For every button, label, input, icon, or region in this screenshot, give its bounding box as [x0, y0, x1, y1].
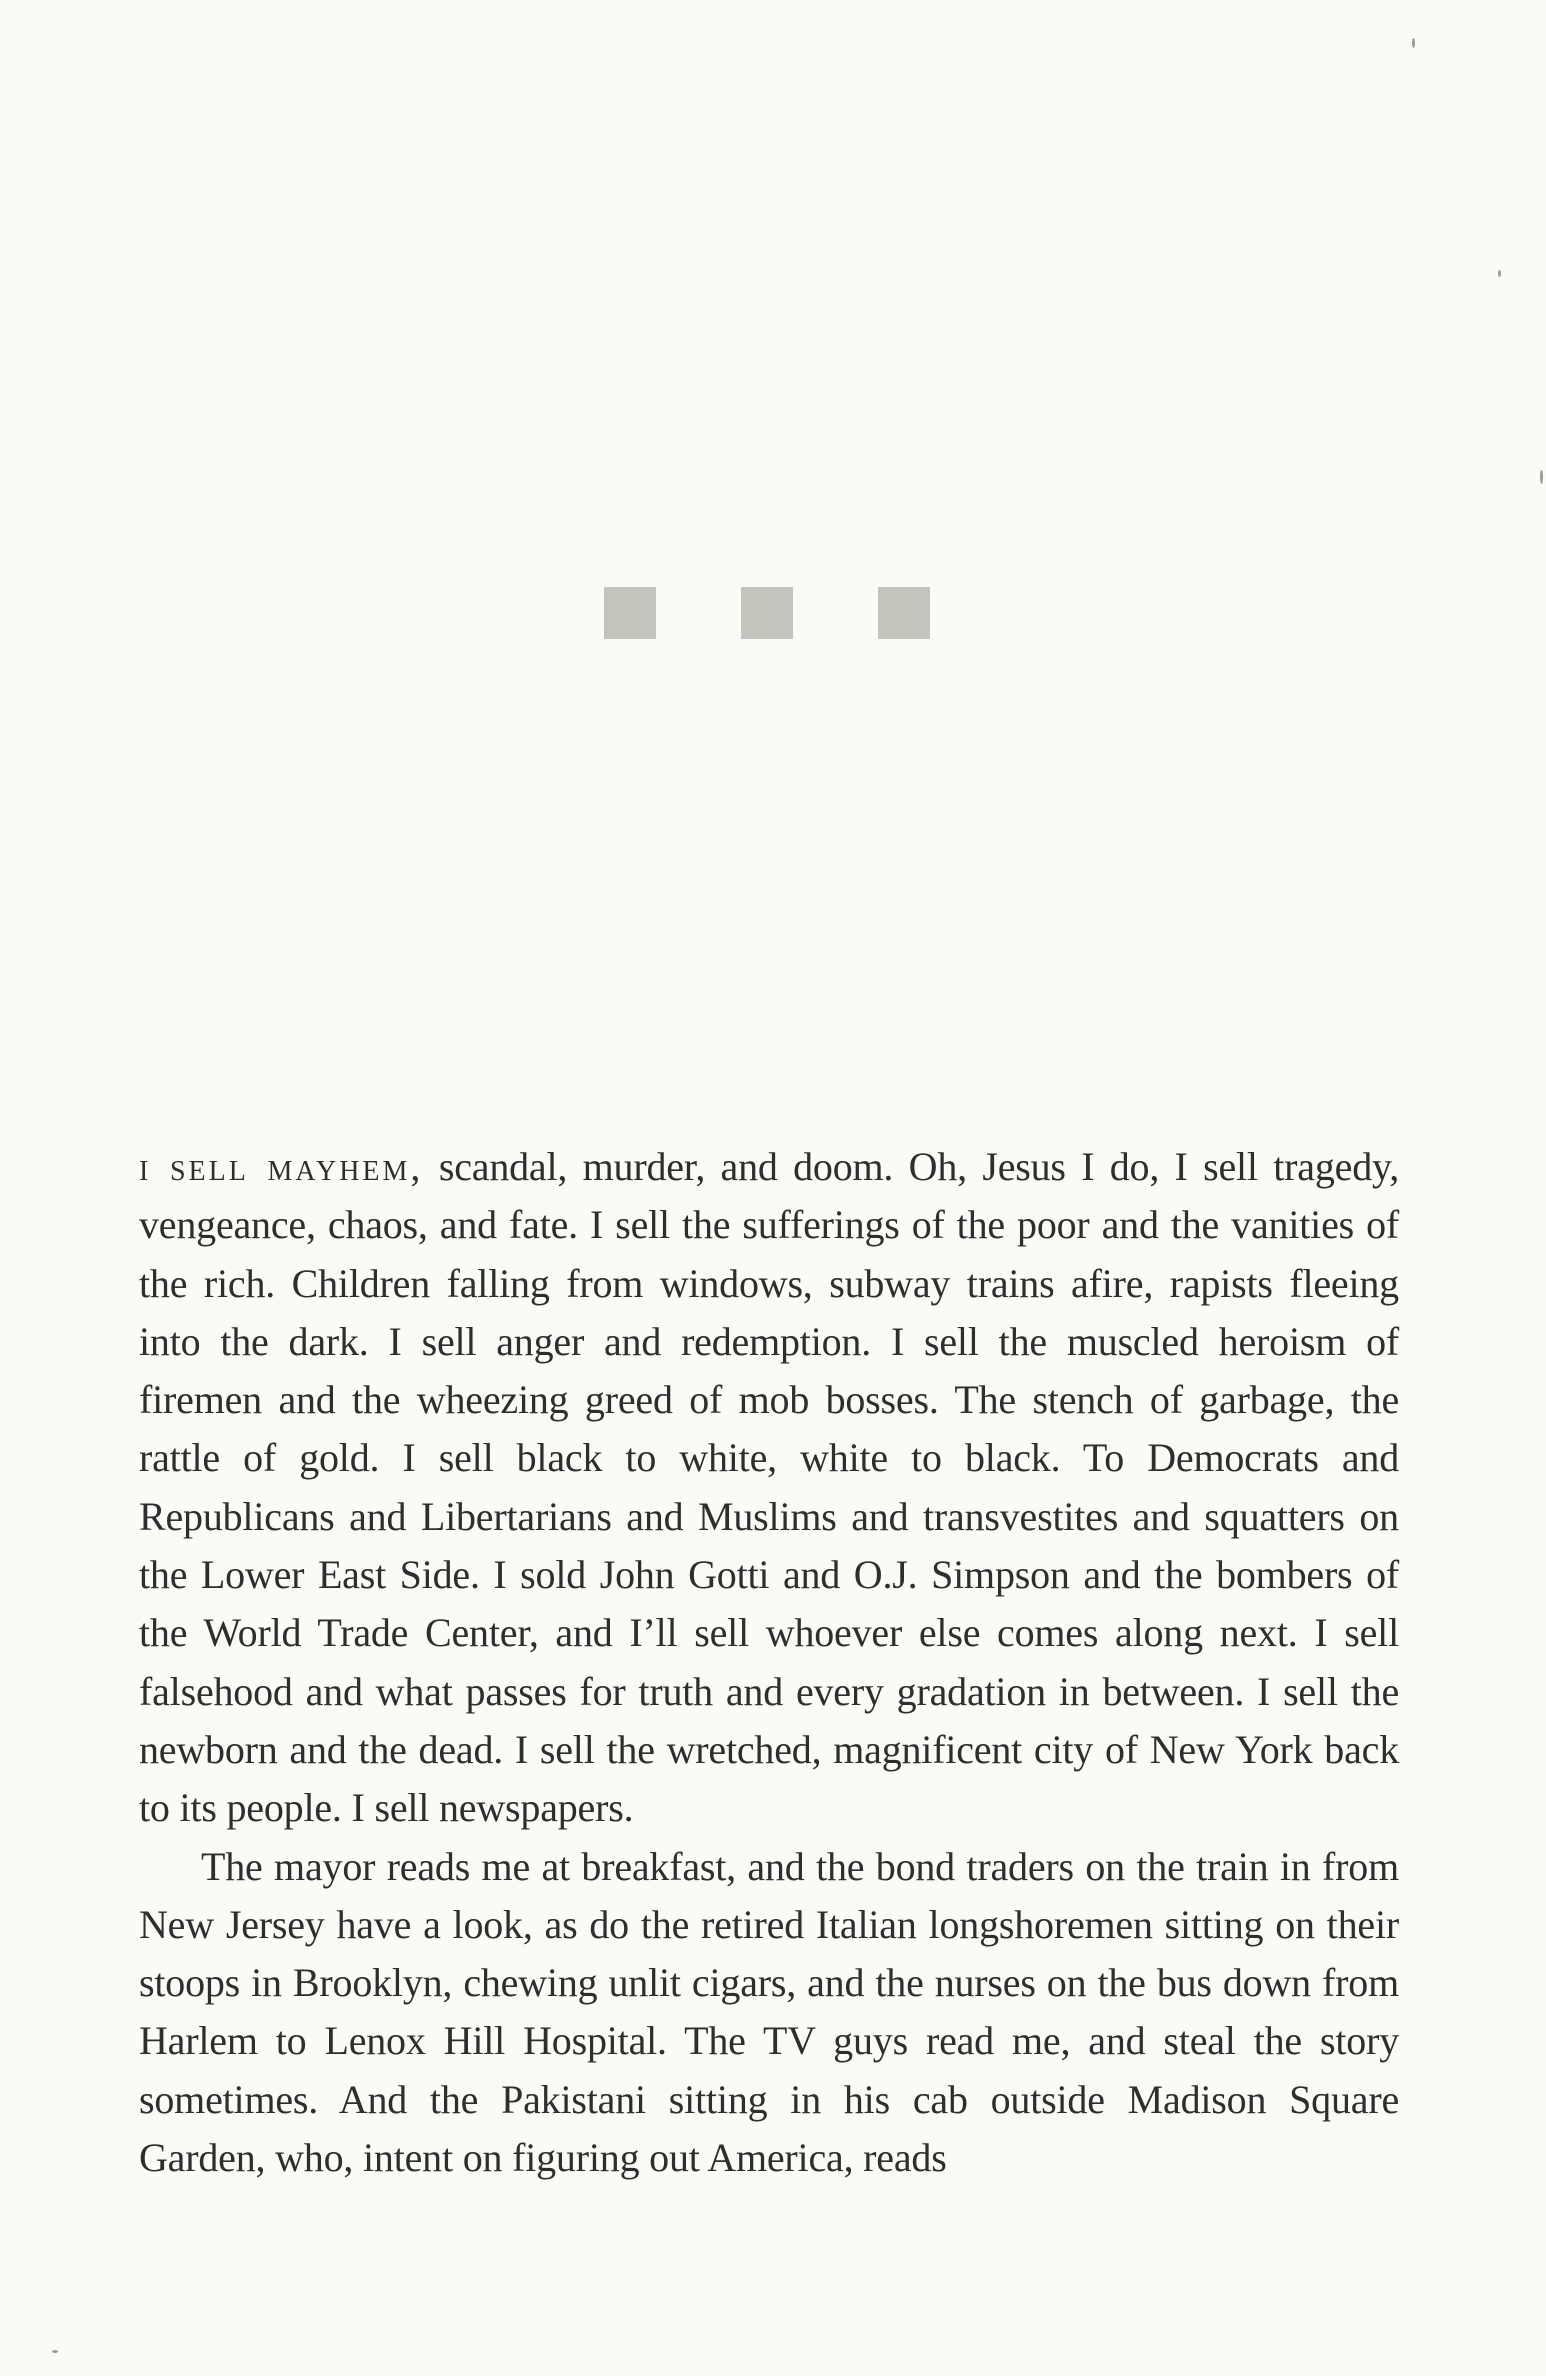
paragraph-1 [139, 1138, 1399, 1838]
ornament-square [878, 587, 930, 639]
scan-speck [1498, 270, 1501, 277]
opening-small-caps: i sell mayhem, [139, 1144, 424, 1189]
ornament-square [604, 587, 656, 639]
ornament-square [741, 587, 793, 639]
scan-speck [52, 2350, 58, 2353]
scan-speck [1540, 470, 1543, 484]
scan-speck [1412, 38, 1415, 48]
body-text [139, 1138, 1399, 2187]
paragraph-1-body: scandal, murder, and doom. Oh, Jesus I do, I sell tragedy, vengeance, chaos, and fate. I sell the sufferings of the poor and the vanities of the rich. Children falling from windows, subway trains afire, rapists fleeing into the dark. I sell anger and redemption. I sell the muscled heroism of firemen and the wheezing greed of mob bosses. The stench of garbage, the rattle of gold. I sell black to white, white to black. To Democrats and Republicans and Libertarians and Muslims and transvestites and squatters on the Lower East Side. I sold John Gotti and O.J. Simpson and the bombers of the World Trade Center, and I’ll sell whoever else comes along next. I sell falsehood and what passes for truth and every gradation in between. I sell the newborn and the dead. I sell the wretched, magnificent city of New York back to its people. I sell newspapers. [139, 1144, 1399, 1831]
paragraph-2: The mayor reads me at breakfast, and the bond traders on the train in from New Jersey have a look, as do the retired Italian longshoremen sitting on their stoops in Brooklyn, chewing unlit cigars, and the nurses on the bus down from Harlem to Lenox Hill Hospital. The TV guys read me, and steal the story sometimes. And the Pakistani sitting in his cab outside Madison Square Garden, who, intent on figuring out America, reads [139, 1843, 1399, 2181]
section-break-ornament [0, 587, 1546, 639]
